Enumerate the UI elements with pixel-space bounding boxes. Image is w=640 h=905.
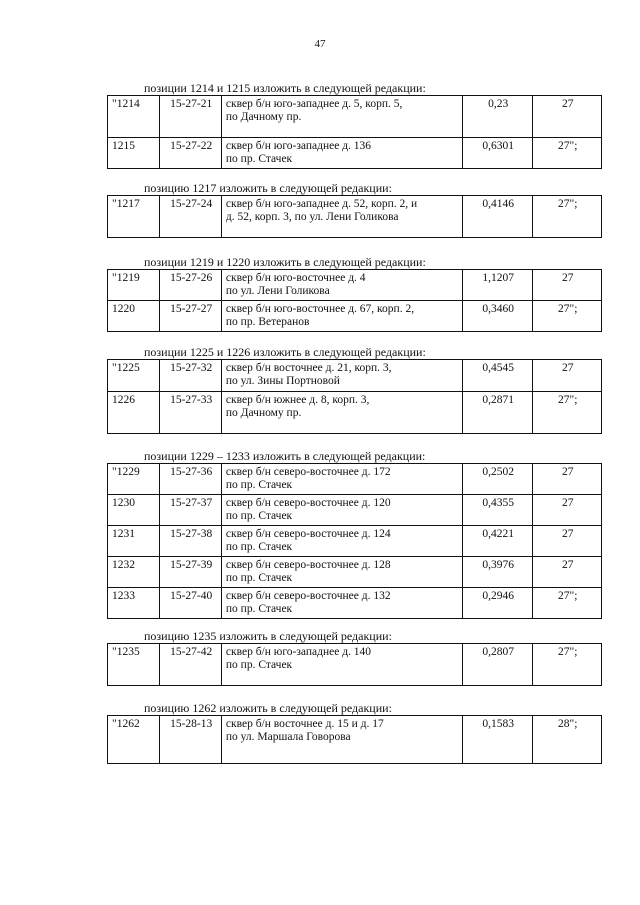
area-value: 0,2946 [462,588,533,619]
position-number: 1231 [108,526,160,557]
object-description [221,392,462,434]
entries-table [107,715,602,764]
object-description [221,557,462,588]
table-row [108,526,602,557]
description-line-2: по пр. Стачек [225,510,293,522]
description-line-2: по пр. Стачек [225,541,293,553]
area-value: 0,4146 [462,196,533,238]
amendment-block-1262 [107,702,602,764]
entries-table [107,95,602,169]
object-code: 15-27-21 [160,96,221,138]
amendment-block-1235 [107,630,602,686]
table-row [108,360,602,392]
zone-code: 27"; [533,196,602,238]
object-code: 15-27-22 [160,138,221,169]
entries-table [107,195,602,238]
description-line-1: сквер б/н юго-восточнее д. 4 [225,272,366,284]
object-code: 15-27-32 [160,360,221,392]
position-number: "1262 [108,716,160,764]
description-line-1: сквер б/н юго-западнее д. 52, корп. 2, и [225,198,418,210]
position-number: "1214 [108,96,160,138]
amendment-block-1219-1220 [107,256,602,332]
description-line-1: сквер б/н юго-западнее д. 136 [225,140,372,152]
zone-code: 27"; [533,301,602,332]
description-line-2: по пр. Ветеранов [225,316,310,328]
description-line-2: д. 52, корп. 3, по ул. Лени Голикова [225,211,399,223]
table-row [108,392,602,434]
description-line-2: по ул. Маршала Говорова [225,731,351,743]
object-description [221,360,462,392]
position-number: 1226 [108,392,160,434]
zone-code: 27 [533,270,602,301]
amendment-block-1214-1215 [107,82,602,169]
block-heading: позиции 1214 и 1215 изложить в следующей редакции: [144,81,426,95]
object-description [221,270,462,301]
description-line-2: по пр. Стачек [225,479,293,491]
area-value: 0,2807 [462,644,533,686]
object-code: 15-27-33 [160,392,221,434]
area-value: 0,6301 [462,138,533,169]
position-number: "1219 [108,270,160,301]
table-row [108,644,602,686]
position-number: 1215 [108,138,160,169]
description-line-1: сквер б/н восточнее д. 21, корп. 3, [225,362,392,374]
table-row [108,495,602,526]
position-number: "1235 [108,644,160,686]
zone-code: 27"; [533,392,602,434]
object-code: 15-27-39 [160,557,221,588]
page-number: 47 [314,38,326,50]
position-number: "1229 [108,464,160,495]
area-value: 0,3460 [462,301,533,332]
block-heading: позиции 1219 и 1220 изложить в следующей редакции: [144,255,426,269]
position-number: 1233 [108,588,160,619]
block-heading: позицию 1217 изложить в следующей редакции: [144,181,392,195]
amendment-block-1225-1226 [107,346,602,434]
description-line-1: сквер б/н юго-западнее д. 5, корп. 5, [225,98,403,110]
zone-code: 27 [533,96,602,138]
zone-code: 27 [533,360,602,392]
description-line-1: сквер б/н юго-западнее д. 140 [225,646,372,658]
table-row [108,557,602,588]
entries-table [107,463,602,619]
object-description [221,301,462,332]
table-row [108,301,602,332]
block-heading: позицию 1235 изложить в следующей редакции: [144,629,392,643]
area-value: 1,1207 [462,270,533,301]
zone-code: 27 [533,464,602,495]
description-line-2: по пр. Стачек [225,572,293,584]
object-description [221,588,462,619]
object-description [221,464,462,495]
zone-code: 28"; [533,716,602,764]
object-description [221,644,462,686]
object-description [221,716,462,764]
description-line-1: сквер б/н северо-восточнее д. 172 [225,466,391,478]
object-description [221,138,462,169]
object-description [221,96,462,138]
object-code: 15-27-40 [160,588,221,619]
area-value: 0,23 [462,96,533,138]
description-line-1: сквер б/н северо-восточнее д. 120 [225,497,391,509]
area-value: 0,2871 [462,392,533,434]
table-row [108,96,602,138]
object-code: 15-27-24 [160,196,221,238]
object-description [221,495,462,526]
description-line-2: по ул. Лени Голикова [225,285,330,297]
block-heading: позицию 1262 изложить в следующей редакции: [144,701,392,715]
position-number: 1232 [108,557,160,588]
area-value: 0,4545 [462,360,533,392]
description-line-1: сквер б/н южнее д. 8, корп. 3, [225,394,370,406]
area-value: 0,3976 [462,557,533,588]
area-value: 0,4355 [462,495,533,526]
description-line-2: по пр. Стачек [225,153,293,165]
table-row [108,716,602,764]
table-row [108,588,602,619]
description-line-1: сквер б/н юго-восточнее д. 67, корп. 2, [225,303,415,315]
description-line-1: сквер б/н восточнее д. 15 и д. 17 [225,718,384,730]
object-code: 15-27-26 [160,270,221,301]
entries-table [107,359,602,434]
description-line-1: сквер б/н северо-восточнее д. 128 [225,559,391,571]
description-line-1: сквер б/н северо-восточнее д. 132 [225,590,391,602]
position-number: "1217 [108,196,160,238]
description-line-2: по ул. Зины Портновой [225,375,340,387]
zone-code: 27"; [533,644,602,686]
entries-table [107,269,602,332]
object-description [221,526,462,557]
table-row [108,138,602,169]
object-code: 15-28-13 [160,716,221,764]
zone-code: 27 [533,495,602,526]
position-number: 1230 [108,495,160,526]
amendment-block-1217 [107,182,602,238]
description-line-2: по пр. Стачек [225,603,293,615]
object-code: 15-27-27 [160,301,221,332]
object-code: 15-27-37 [160,495,221,526]
block-heading: позиции 1229 – 1233 изложить в следующей редакции: [144,449,426,463]
area-value: 0,1583 [462,716,533,764]
zone-code: 27 [533,557,602,588]
object-code: 15-27-38 [160,526,221,557]
block-heading: позиции 1225 и 1226 изложить в следующей редакции: [144,345,426,359]
entries-table [107,643,602,686]
table-row [108,464,602,495]
description-line-2: по Дачному пр. [225,407,302,419]
position-number: "1225 [108,360,160,392]
zone-code: 27"; [533,138,602,169]
area-value: 0,2502 [462,464,533,495]
object-description [221,196,462,238]
area-value: 0,4221 [462,526,533,557]
zone-code: 27 [533,526,602,557]
description-line-2: по пр. Стачек [225,659,293,671]
description-line-1: сквер б/н северо-восточнее д. 124 [225,528,391,540]
table-row [108,270,602,301]
table-row [108,196,602,238]
zone-code: 27"; [533,588,602,619]
amendment-block-1229-1233 [107,450,602,619]
position-number: 1220 [108,301,160,332]
description-line-2: по Дачному пр. [225,111,302,123]
object-code: 15-27-42 [160,644,221,686]
object-code: 15-27-36 [160,464,221,495]
